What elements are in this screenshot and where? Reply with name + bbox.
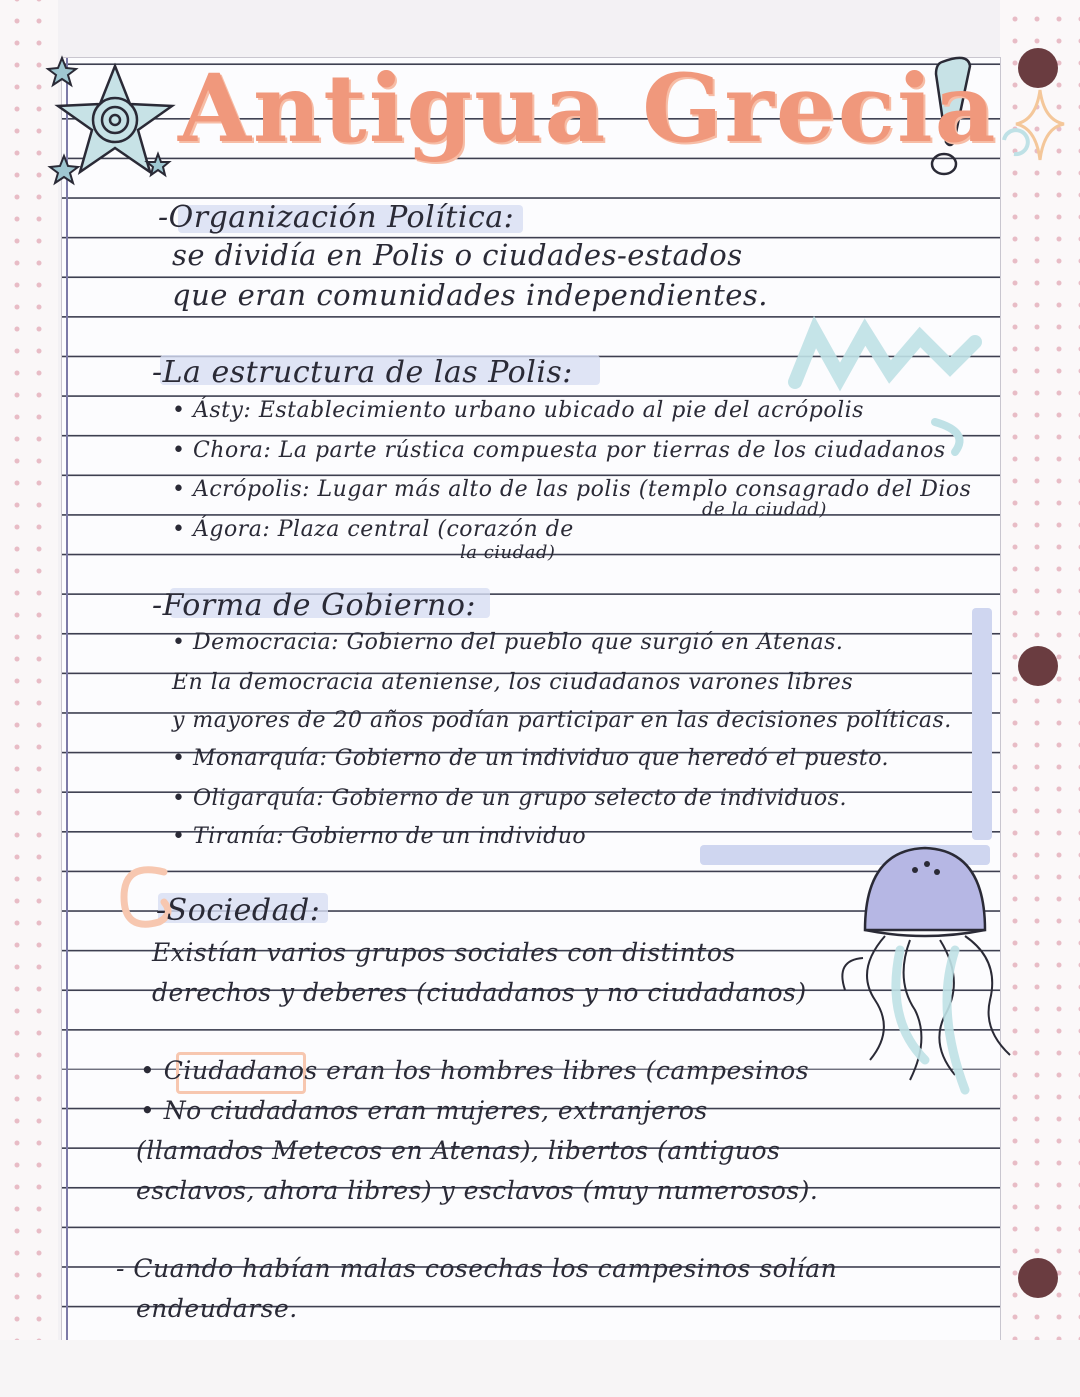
- section-heading-estructura: -La estructura de las Polis:: [152, 355, 573, 390]
- text-line: • Chora: La parte rústica compuesta por tierras de los ciudadanos: [172, 438, 946, 463]
- page-bottom-edge: [0, 1340, 1080, 1397]
- left-dotted-margin: [0, 0, 58, 1397]
- text-line: Existían varios grupos sociales con distintos: [152, 938, 736, 967]
- paper-margin-line: [66, 58, 68, 1340]
- sparkle-doodle-icon: [990, 80, 1070, 190]
- text-line: que eran comunidades independientes.: [172, 278, 769, 312]
- text-line: esclavos, ahora libres) y esclavos (muy numerosos).: [136, 1176, 819, 1205]
- text-line: En la democracia ateniense, los ciudadanos varones libres: [172, 670, 854, 695]
- text-line: • Ágora: Plaza central (corazón de: [172, 517, 574, 542]
- section-heading-sociedad: -Sociedad:: [156, 893, 321, 928]
- binder-hole: [1018, 646, 1058, 686]
- section-heading-gobierno: -Forma de Gobierno:: [152, 588, 476, 623]
- text-line: • No ciudadanos eran mujeres, extranjeros: [140, 1096, 708, 1125]
- jellyfish-doodle-icon: [815, 840, 1035, 1100]
- binder-hole: [1018, 1258, 1058, 1298]
- right-dotted-margin: [1000, 0, 1080, 1397]
- text-line: • Ásty: Establecimiento urbano ubicado al pie del acrópolis: [172, 398, 864, 423]
- text-line: y mayores de 20 años podían participar en las decisiones políticas.: [172, 708, 952, 733]
- text-line: • Tiranía: Gobierno de un individuo: [172, 824, 587, 849]
- text-line: • Monarquía: Gobierno de un individuo que heredó el puesto.: [172, 746, 890, 771]
- side-highlight-bar: [972, 608, 992, 840]
- text-line: • Oligarquía: Gobierno de un grupo selecto de individuos.: [172, 786, 847, 811]
- text-line: - Cuando habían malas cosechas los campesinos solían: [116, 1254, 838, 1283]
- text-line: de la ciudad): [702, 499, 827, 520]
- text-line: • Ciudadanos eran los hombres libres (campesinos: [140, 1056, 810, 1085]
- text-line: (llamados Metecos en Atenas), libertos (antiguos: [136, 1136, 781, 1165]
- star-swirl-doodle-icon: [40, 54, 190, 194]
- text-line: • Acrópolis: Lugar más alto de las polis (templo consagrado del Dios: [172, 477, 972, 502]
- text-line: se dividía en Polis o ciudades-estados: [172, 238, 743, 272]
- text-line: • Democracia: Gobierno del pueblo que surgió en Atenas.: [172, 630, 844, 655]
- page-title: Antigua Grecia: [178, 54, 998, 164]
- text-line: derechos y deberes (ciudadanos y no ciudadanos): [152, 978, 807, 1007]
- text-line: endeudarse.: [136, 1294, 298, 1323]
- text-line: la ciudad): [460, 542, 556, 563]
- section-heading-organizacion: -Organización Política:: [158, 200, 515, 235]
